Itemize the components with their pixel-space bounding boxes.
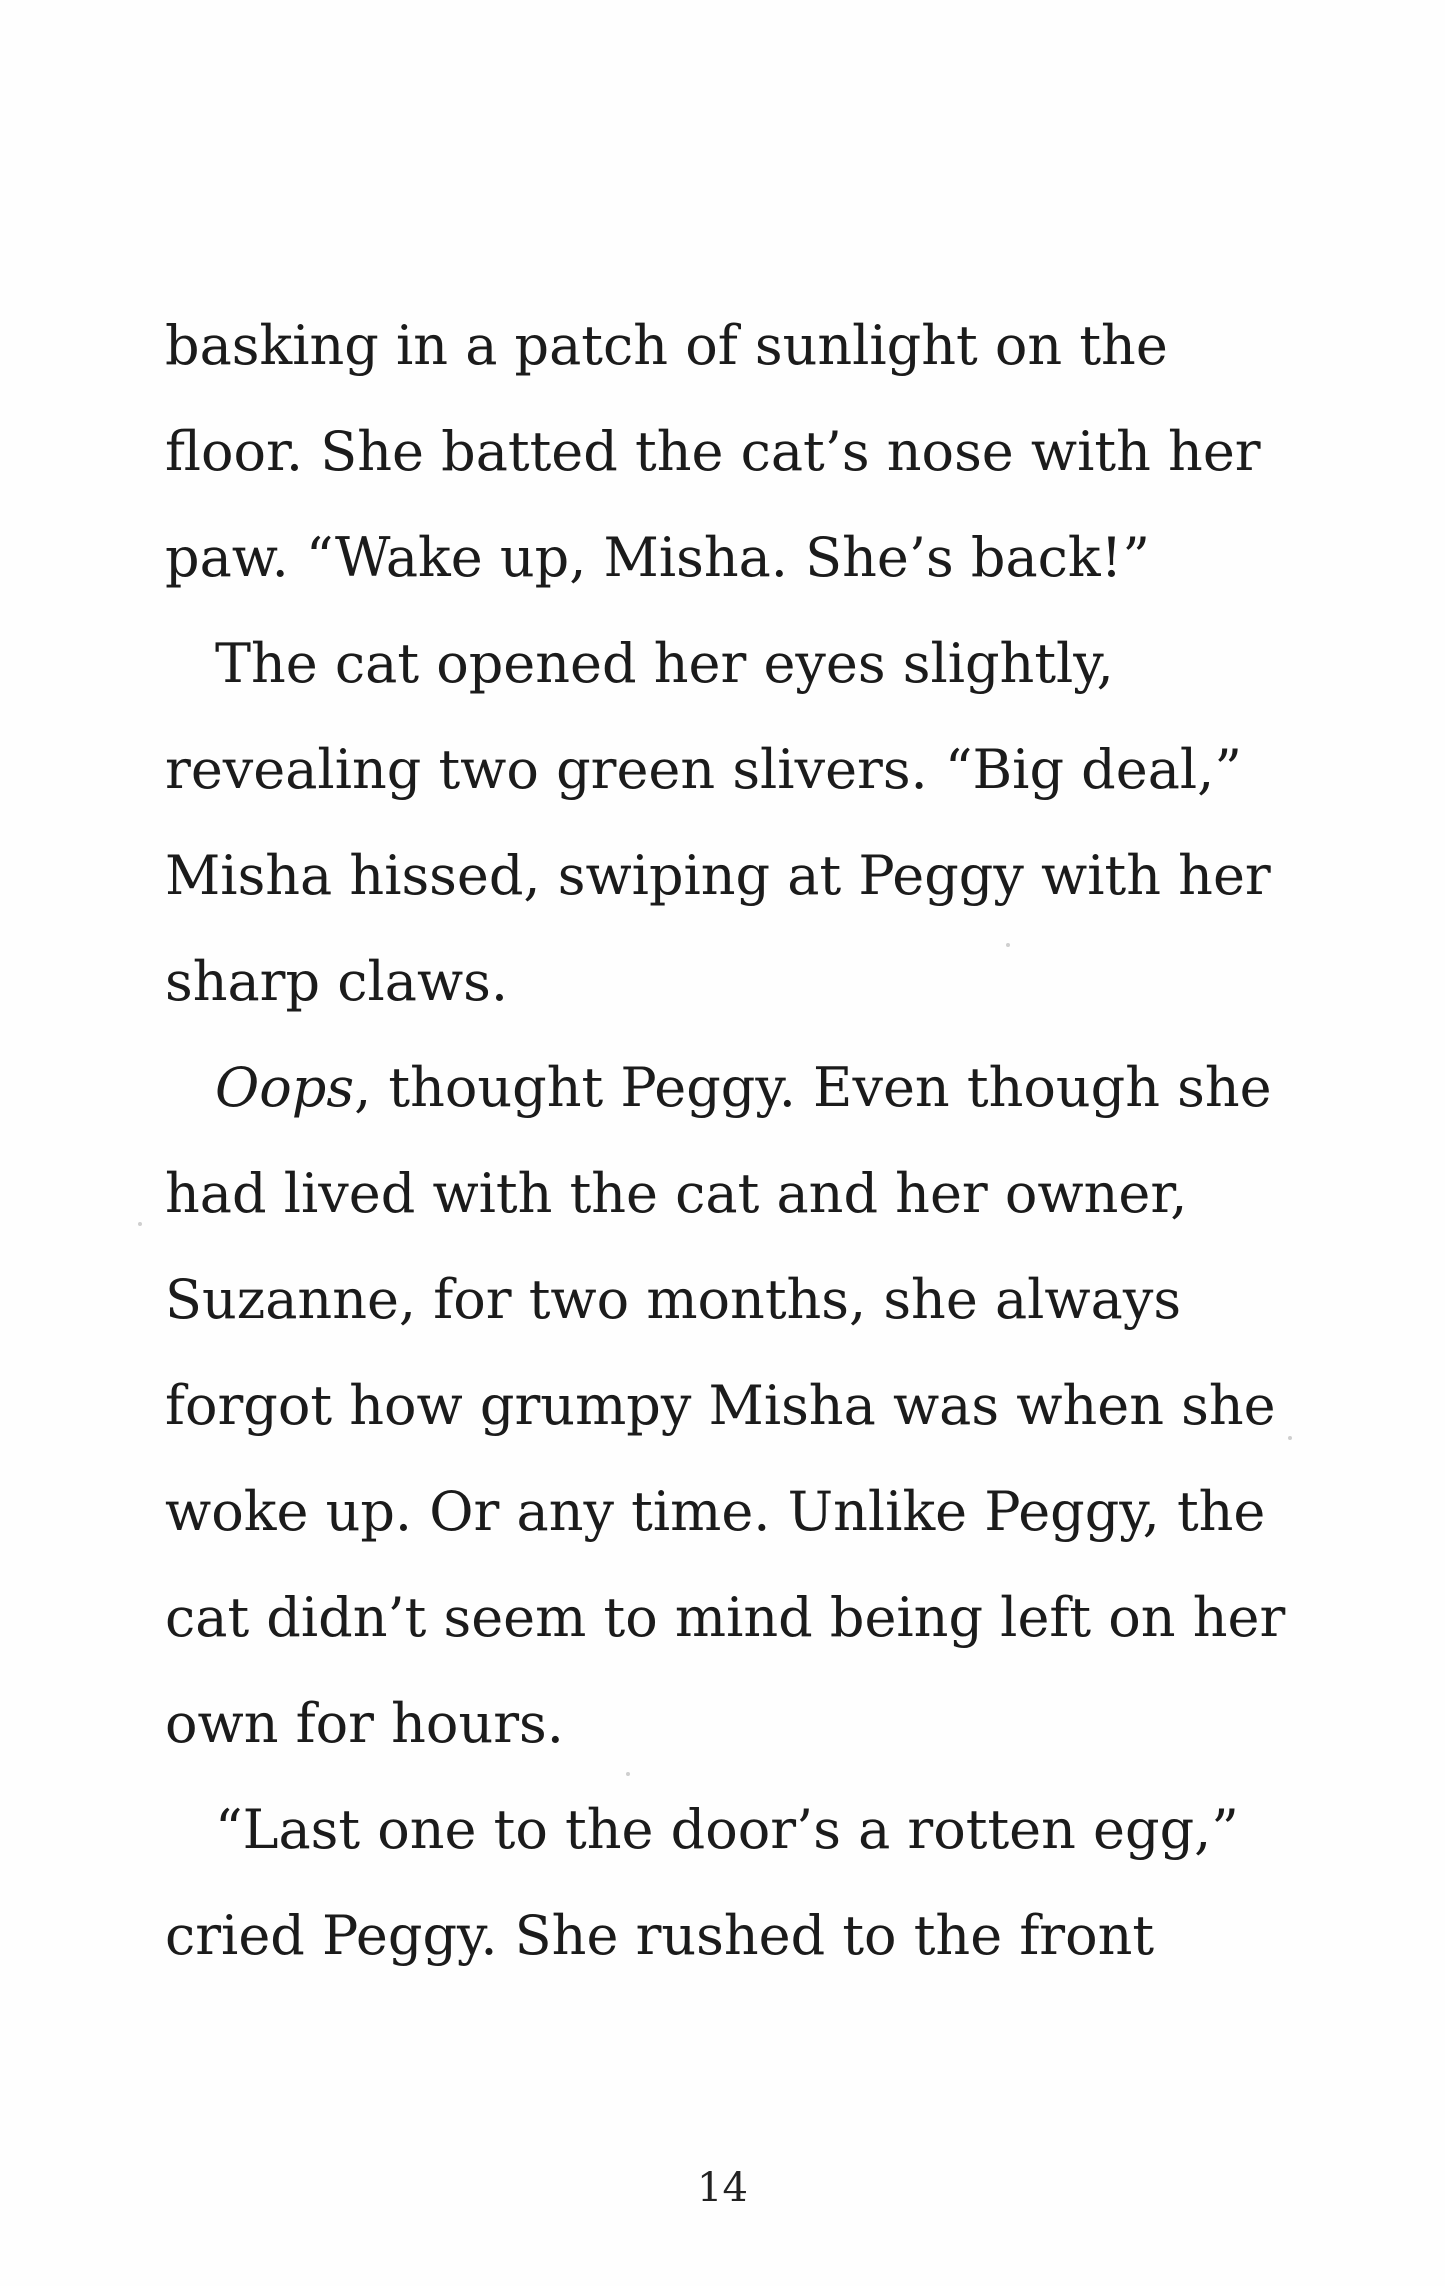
scan-speck bbox=[1006, 943, 1010, 947]
text-line: cried Peggy. She rushed to the front bbox=[165, 1904, 1155, 1967]
text-line: paw. “Wake up, Misha. She’s back!” bbox=[165, 526, 1150, 589]
text-line: had lived with the cat and her owner, bbox=[165, 1162, 1188, 1225]
scan-speck bbox=[626, 1772, 630, 1776]
text-line: sharp claws. bbox=[165, 950, 509, 1013]
text-line-rest: , thought Peggy. Even though she bbox=[354, 1056, 1272, 1119]
body-text bbox=[165, 293, 1285, 1989]
scan-speck bbox=[138, 1222, 142, 1226]
text-line: floor. She batted the cat’s nose with her bbox=[165, 420, 1261, 483]
page-number: 14 bbox=[697, 2165, 748, 2211]
text-line: The cat opened her eyes slightly, bbox=[215, 632, 1114, 695]
text-line: forgot how grumpy Misha was when she bbox=[165, 1374, 1276, 1437]
text-line: Misha hissed, swiping at Peggy with her bbox=[165, 844, 1271, 907]
text-line: “Last one to the door’s a rotten egg,” bbox=[215, 1798, 1239, 1861]
italic-thought: Oops bbox=[215, 1056, 355, 1119]
scan-speck bbox=[1288, 1436, 1292, 1440]
text-line: own for hours. bbox=[165, 1692, 564, 1755]
text-line bbox=[165, 1035, 1285, 1141]
text-line: Suzanne, for two months, she always bbox=[165, 1268, 1182, 1331]
text-line: woke up. Or any time. Unlike Peggy, the bbox=[165, 1480, 1266, 1543]
text-line: cat didn’t seem to mind being left on her bbox=[165, 1586, 1286, 1649]
text-line: revealing two green slivers. “Big deal,” bbox=[165, 738, 1242, 801]
text-line: basking in a patch of sunlight on the bbox=[165, 314, 1168, 377]
